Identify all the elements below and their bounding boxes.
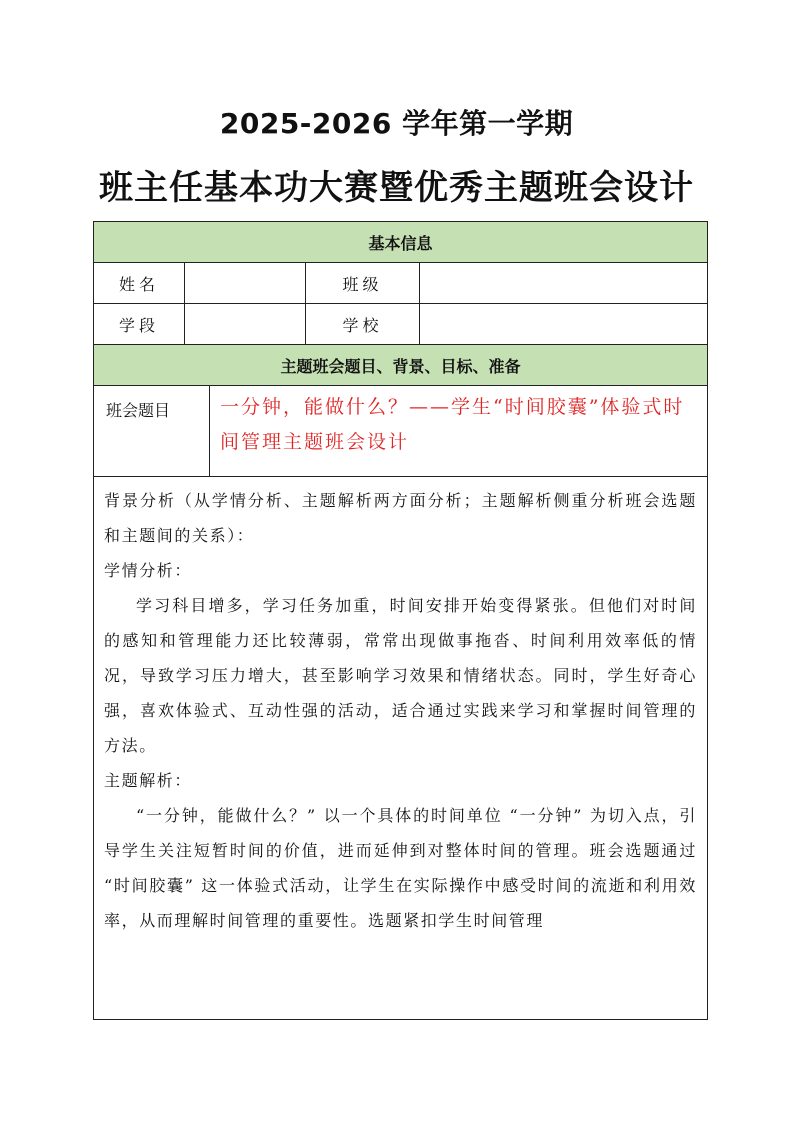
background-analysis-cell[interactable] [94, 477, 708, 1020]
class-label: 班级 [306, 263, 420, 304]
stage-label: 学段 [94, 304, 185, 345]
school-label: 学校 [306, 304, 420, 345]
topic-label: 班会题目 [94, 386, 210, 477]
learning-analysis-heading: 学情分析： [104, 561, 193, 580]
theme-section-header: 主题班会题目、背景、目标、准备 [94, 345, 708, 386]
name-field[interactable] [185, 263, 306, 304]
document-title-line2: 班主任基本功大赛暨优秀主题班会设计 [99, 168, 694, 208]
basic-info-header: 基本信息 [94, 222, 708, 263]
learning-analysis-text: 学习科目增多，学习任务加重，时间安排开始变得紧张。但他们对时间的感知和管理能力还比较薄弱，常常出现做事拖沓、时间利用效率低的情况，导致学习压力增大，甚至影响学习效果和情绪状态。同时，学生好奇心强，喜欢体验式、互动性强的活动，适合通过实践来学习和掌握时间管理的方法。 [104, 596, 698, 755]
school-field[interactable] [420, 304, 708, 345]
theme-analysis-text: “一分钟，能做什么？” 以一个具体的时间单位 “一分钟” 为切入点，引导学生关注短暂时间的价值，进而延伸到对整体时间的管理。班会选题通过 “时间胶囊” 这一体验式活动，让学生在实际操作中感受时间的流逝和利用效率，从而理解时间管理的重要性。选题紧扣学生时间管理 [104, 806, 698, 930]
document-title-line1: 2025-2026 学年第一学期 [219, 107, 574, 140]
name-label: 姓名 [94, 263, 185, 304]
topic-field[interactable]: 一分钟，能做什么？——学生“时间胶囊”体验式时间管理主题班会设计 [210, 386, 708, 477]
design-form-table [93, 221, 708, 1020]
theme-analysis-heading: 主题解析： [104, 771, 193, 790]
stage-field[interactable] [185, 304, 306, 345]
class-field[interactable] [420, 263, 708, 304]
background-intro: 背景分析（从学情分析、主题解析两方面分析；主题解析侧重分析班会选题和主题间的关系）： [104, 491, 698, 545]
